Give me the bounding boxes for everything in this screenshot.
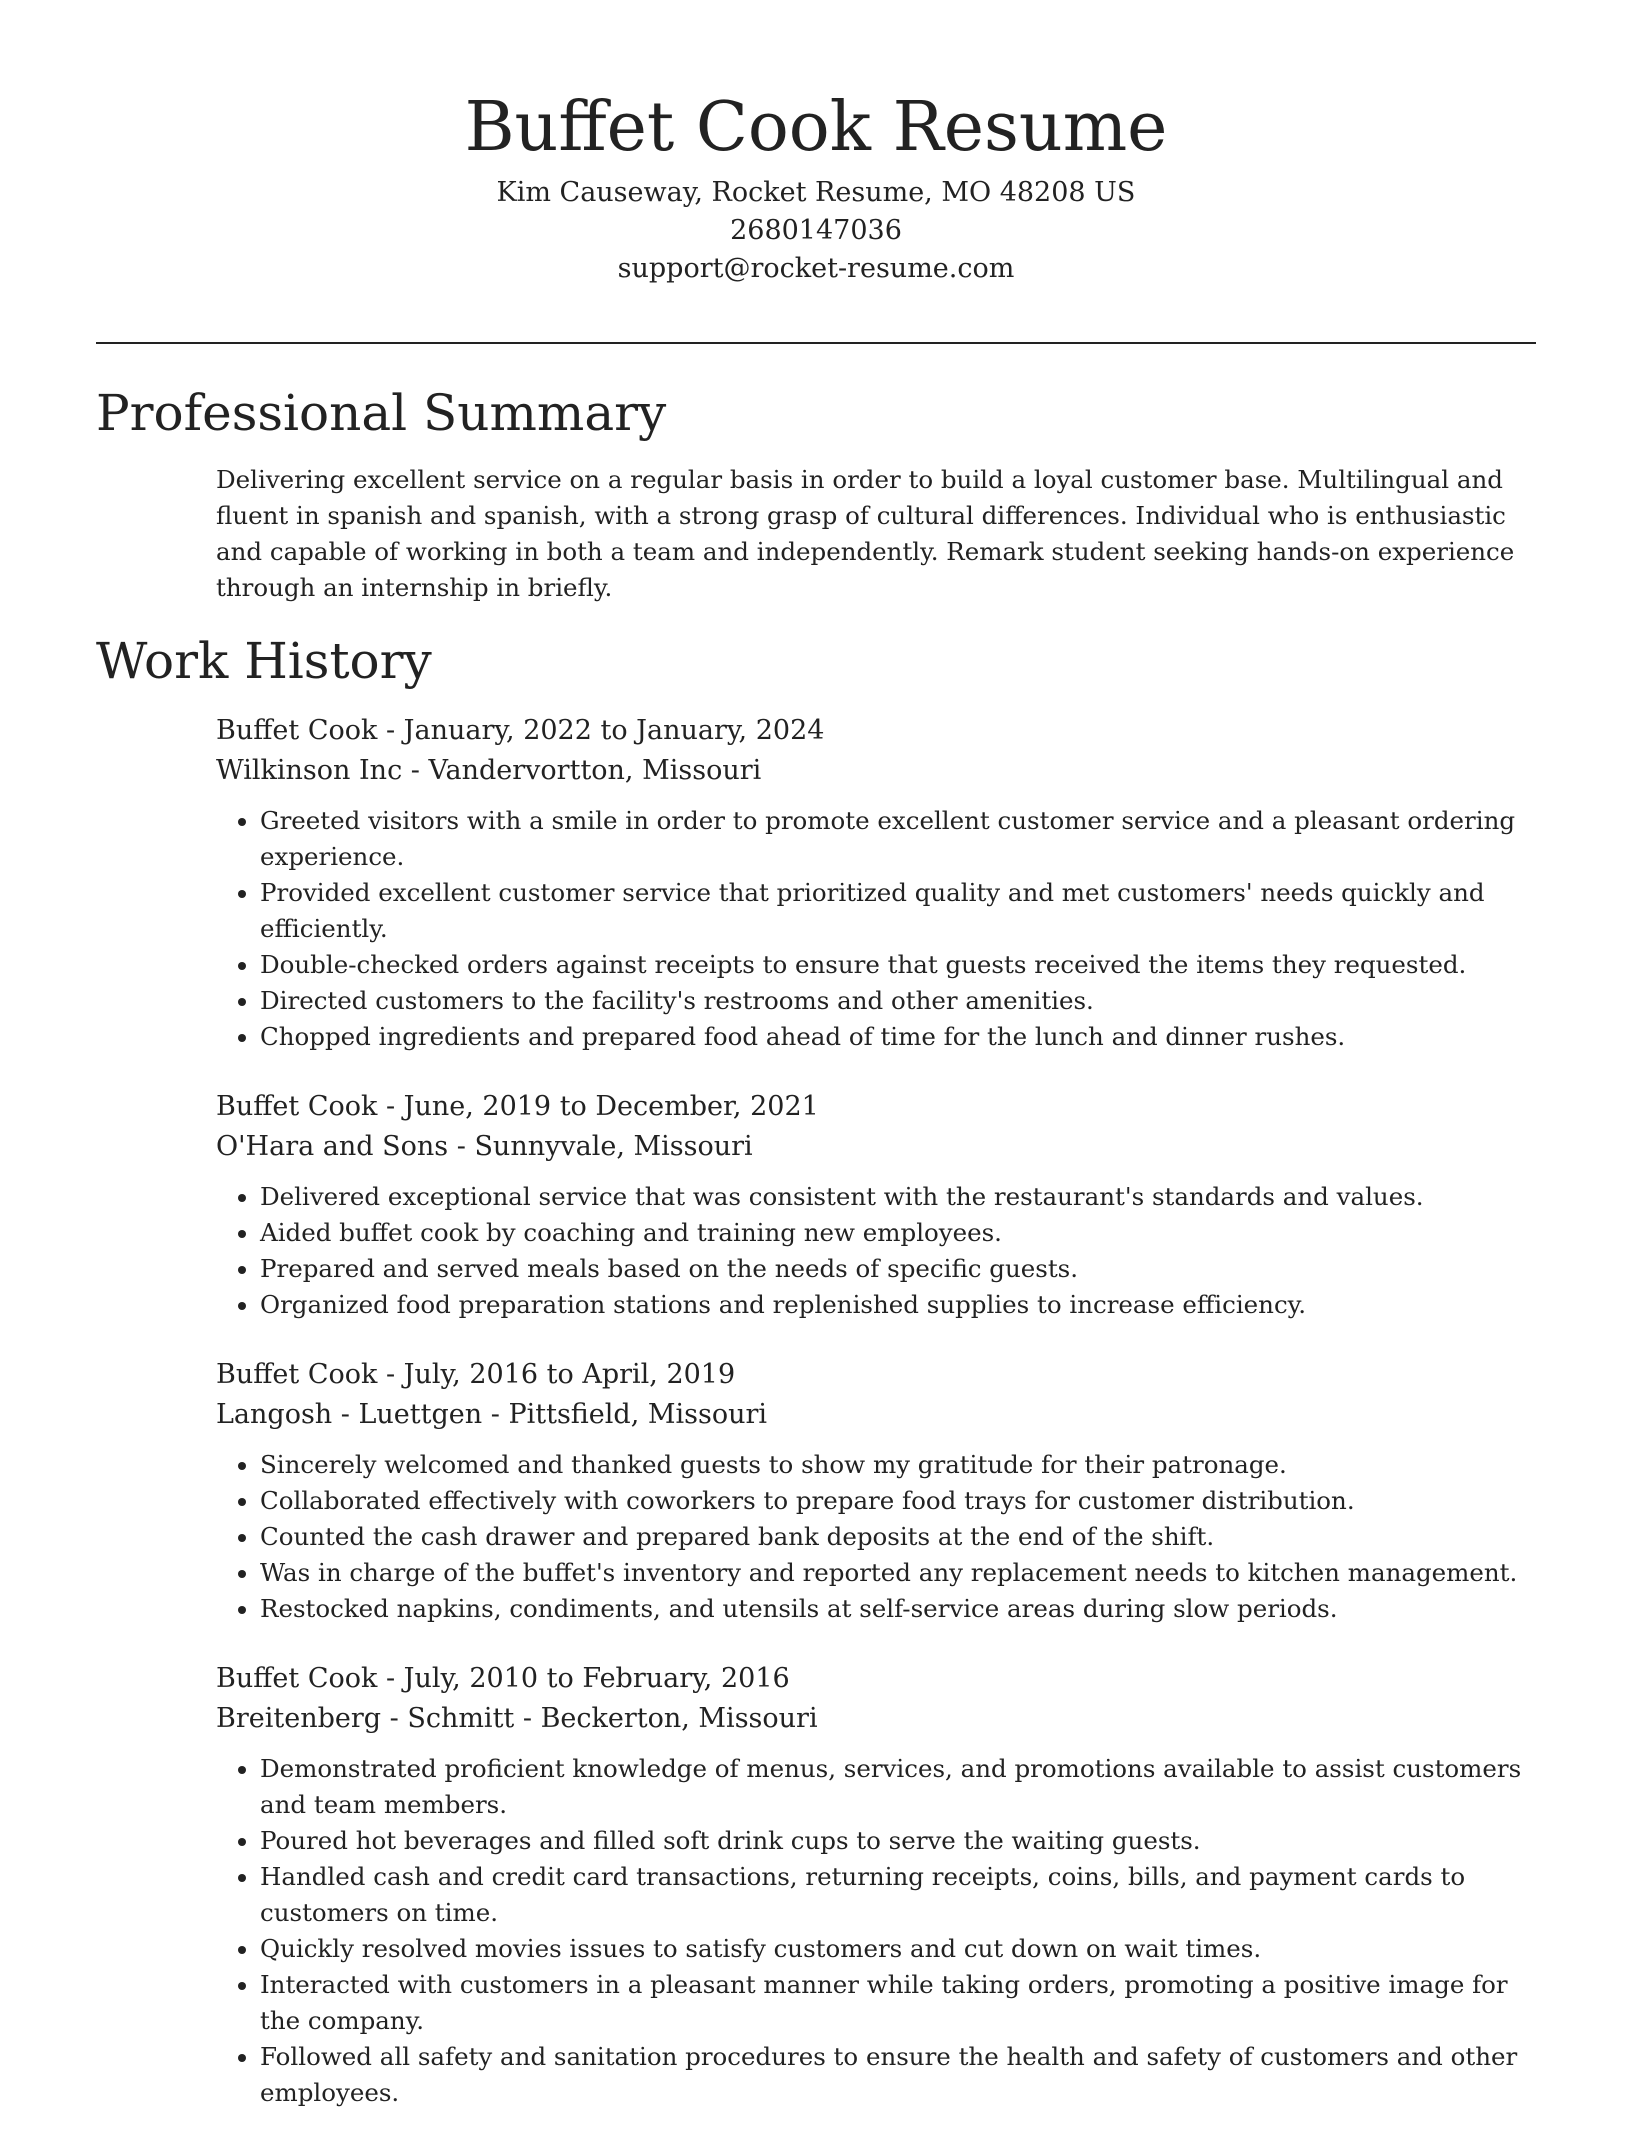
job-entry	[216, 1355, 1536, 1627]
job-bullet: • Provided excellent customer service that prioritized quality and met customers' needs quickly and efficiently.	[260, 875, 1536, 947]
job-dates: January, 2022 to January, 2024	[403, 715, 825, 746]
job-bullet: • Followed all safety and sanitation procedures to ensure the health and safety of customers and other employees.	[260, 2039, 1536, 2111]
job-title: Buffet Cook	[216, 715, 378, 746]
job-bullets	[216, 803, 1536, 1055]
job-bullet: • Sincerely welcomed and thanked guests to show my gratitude for their patronage.	[260, 1447, 1536, 1483]
job-bullet: • Delivered exceptional service that was consistent with the restaurant's standards and values.	[260, 1179, 1536, 1215]
job-bullet: • Chopped ingredients and prepared food ahead of time for the lunch and dinner rushes.	[260, 1019, 1536, 1055]
job-title-line: Buffet Cook - July, 2016 to April, 2019	[216, 1359, 736, 1390]
job-bullet: • Was in charge of the buffet's inventory and reported any replacement needs to kitchen management.	[260, 1555, 1536, 1591]
job-location: Vandervortton, Missouri	[428, 755, 762, 786]
job-location: Beckerton, Missouri	[540, 1703, 818, 1734]
job-title: Buffet Cook	[216, 1359, 378, 1390]
job-location: Pittsfield, Missouri	[508, 1399, 768, 1430]
job-bullet: • Demonstrated proficient knowledge of menus, services, and promotions available to assist customers and team members.	[260, 1751, 1536, 1823]
work-history-list	[216, 711, 1536, 2143]
job-company-line: Wilkinson Inc - Vandervortton, Missouri	[216, 755, 762, 786]
job-title-line: Buffet Cook - June, 2019 to December, 2021	[216, 1091, 819, 1122]
job-entry	[216, 1659, 1536, 2111]
job-bullet: • Poured hot beverages and filled soft drink cups to serve the waiting guests.	[260, 1823, 1536, 1859]
job-location: Sunnyvale, Missouri	[474, 1131, 753, 1162]
contact-block	[0, 174, 1632, 288]
job-bullet: • Collaborated effectively with coworkers to prepare food trays for customer distribution.	[260, 1483, 1536, 1519]
job-company: Langosh - Luettgen	[216, 1399, 483, 1430]
job-bullet: • Quickly resolved movies issues to satisfy customers and cut down on wait times.	[260, 1931, 1536, 1967]
job-title-line: Buffet Cook - July, 2010 to February, 2016	[216, 1663, 790, 1694]
contact-address: Kim Causeway, Rocket Resume, MO 48208 US	[496, 177, 1136, 208]
job-bullet: • Greeted visitors with a smile in order to promote excellent customer service and a pleasant ordering experience.	[260, 803, 1536, 875]
job-bullet: • Counted the cash drawer and prepared bank deposits at the end of the shift.	[260, 1519, 1536, 1555]
job-bullet: • Organized food preparation stations and replenished supplies to increase efficiency.	[260, 1287, 1536, 1323]
job-company: Breitenberg - Schmitt	[216, 1703, 515, 1734]
job-dates: June, 2019 to December, 2021	[403, 1091, 819, 1122]
resume-title: Buffet Cook Resume	[464, 88, 1168, 167]
job-company-line: Breitenberg - Schmitt - Beckerton, Missouri	[216, 1703, 818, 1734]
job-bullet: • Restocked napkins, condiments, and utensils at self-service areas during slow periods.	[260, 1591, 1536, 1627]
job-bullet: • Directed customers to the facility's restrooms and other amenities.	[260, 983, 1536, 1019]
job-bullet: • Aided buffet cook by coaching and training new employees.	[260, 1215, 1536, 1251]
job-title: Buffet Cook	[216, 1663, 378, 1694]
job-title-line: Buffet Cook - January, 2022 to January, 2024	[216, 715, 825, 746]
job-bullets	[216, 1751, 1536, 2111]
job-bullets	[216, 1179, 1536, 1323]
summary-text: Delivering excellent service on a regular basis in order to build a loyal customer base. Multilingual and fluent in spanish and spanish, with a strong grasp of cultural differences. Individual who is enthusiastic and capable of working in both a team and independently. Remark student seeking hands-on experience through an internship in briefly.	[216, 465, 1515, 602]
job-bullet: • Interacted with customers in a pleasant manner while taking orders, promoting a positive image for the company.	[260, 1967, 1536, 2039]
job-bullet: • Double-checked orders against receipts to ensure that guests received the items they requested.	[260, 947, 1536, 983]
job-bullet: • Prepared and served meals based on the needs of specific guests.	[260, 1251, 1536, 1287]
job-dates: July, 2016 to April, 2019	[403, 1359, 736, 1390]
contact-phone: 2680147036	[730, 215, 902, 246]
job-bullet: • Handled cash and credit card transactions, returning receipts, coins, bills, and payment cards to customers on time.	[260, 1859, 1536, 1931]
job-title: Buffet Cook	[216, 1091, 378, 1122]
job-company: O'Hara and Sons	[216, 1131, 449, 1162]
job-company-line: O'Hara and Sons - Sunnyvale, Missouri	[216, 1131, 753, 1162]
summary-heading: Professional Summary	[96, 384, 667, 442]
job-dates: July, 2010 to February, 2016	[403, 1663, 790, 1694]
job-entry	[216, 711, 1536, 1055]
job-entry	[216, 1087, 1536, 1323]
job-company-line: Langosh - Luettgen - Pittsfield, Missouri	[216, 1399, 768, 1430]
job-company: Wilkinson Inc	[216, 755, 403, 786]
resume-header	[0, 86, 1632, 288]
contact-email: support@rocket-resume.com	[617, 253, 1015, 284]
job-bullets	[216, 1447, 1536, 1627]
header-divider	[96, 342, 1536, 344]
work-history-heading: Work History	[96, 632, 432, 690]
